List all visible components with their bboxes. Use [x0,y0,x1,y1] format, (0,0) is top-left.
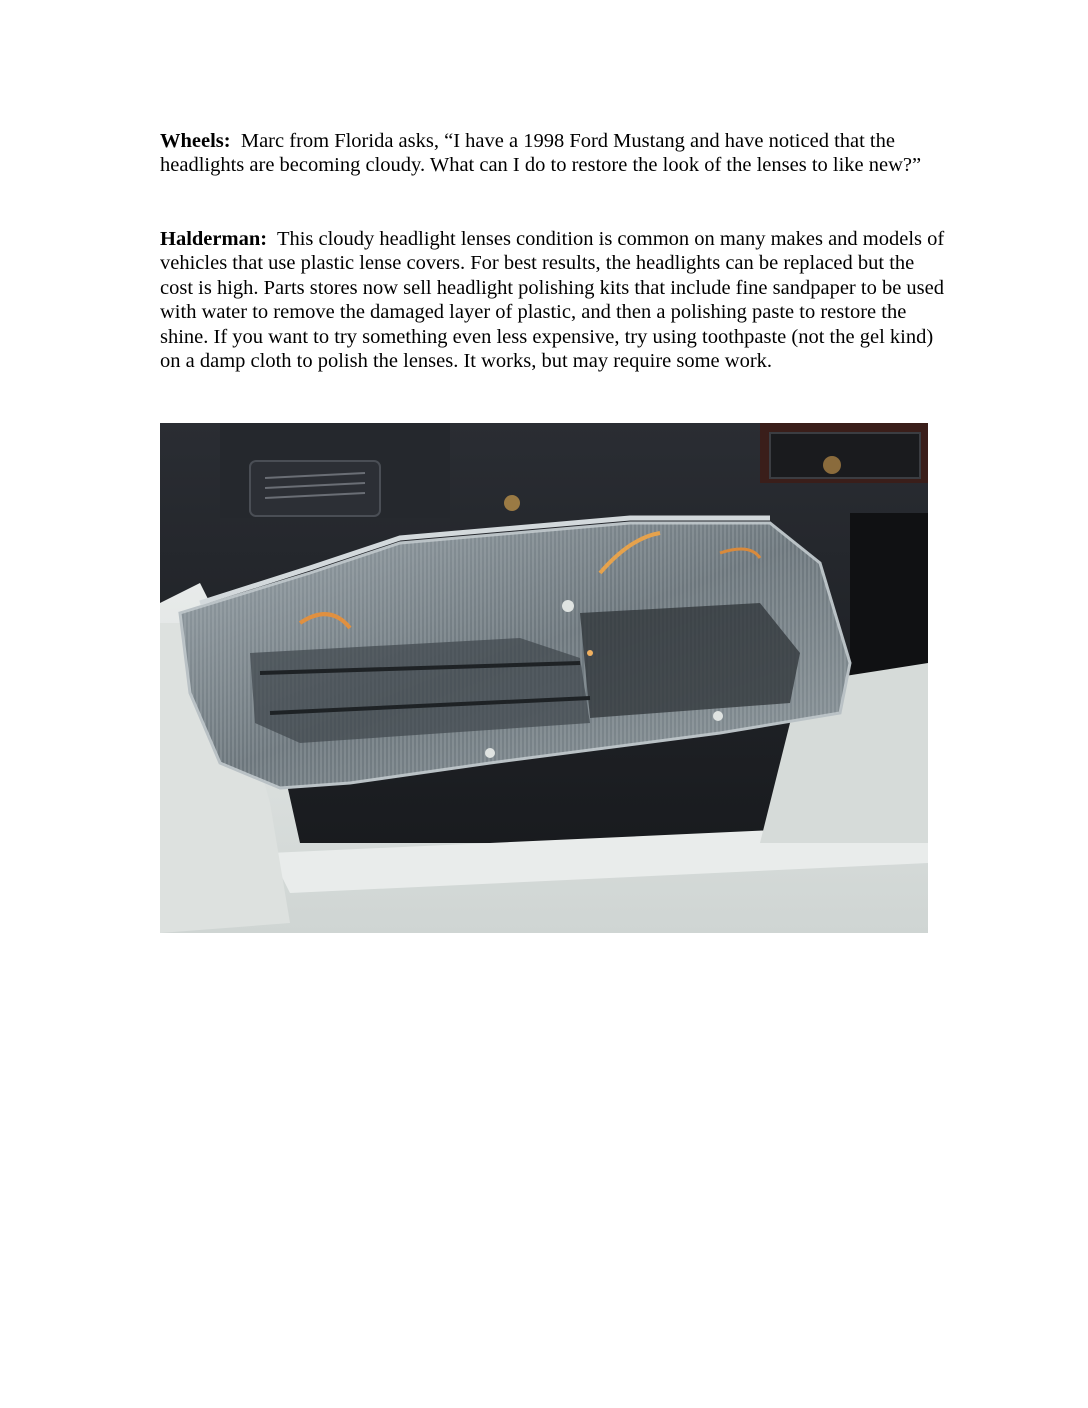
headlight-illustration [160,423,928,933]
answer-text: This cloudy headlight lenses condition is common on many makes and models of vehicles that use plastic lense covers. For best results, the headlights can be replaced but the cost is high. Parts stores now sell headlight polishing kits that include fine sandpaper to be used with water to remove the damaged layer of plastic, and then a polishing paste to restore the shine. If you want to try something even less expensive, try using toothpaste (not the gel kind) on a damp cloth to polish the lenses. It works, but may require some work. [160,228,945,373]
answer-paragraph [160,227,950,373]
question-speaker: Wheels: [160,130,231,152]
question-text: Marc from Florida asks, “I have a 1998 Ford Mustang and have noticed that the headlights are becoming cloudy. What can I do to restore the look of the lenses to like new?” [160,130,922,177]
bolt-icon [504,495,520,511]
question-paragraph [160,129,950,178]
bolt-icon [823,456,841,474]
headlight-photo [160,423,928,933]
answer-speaker: Halderman: [160,228,268,250]
